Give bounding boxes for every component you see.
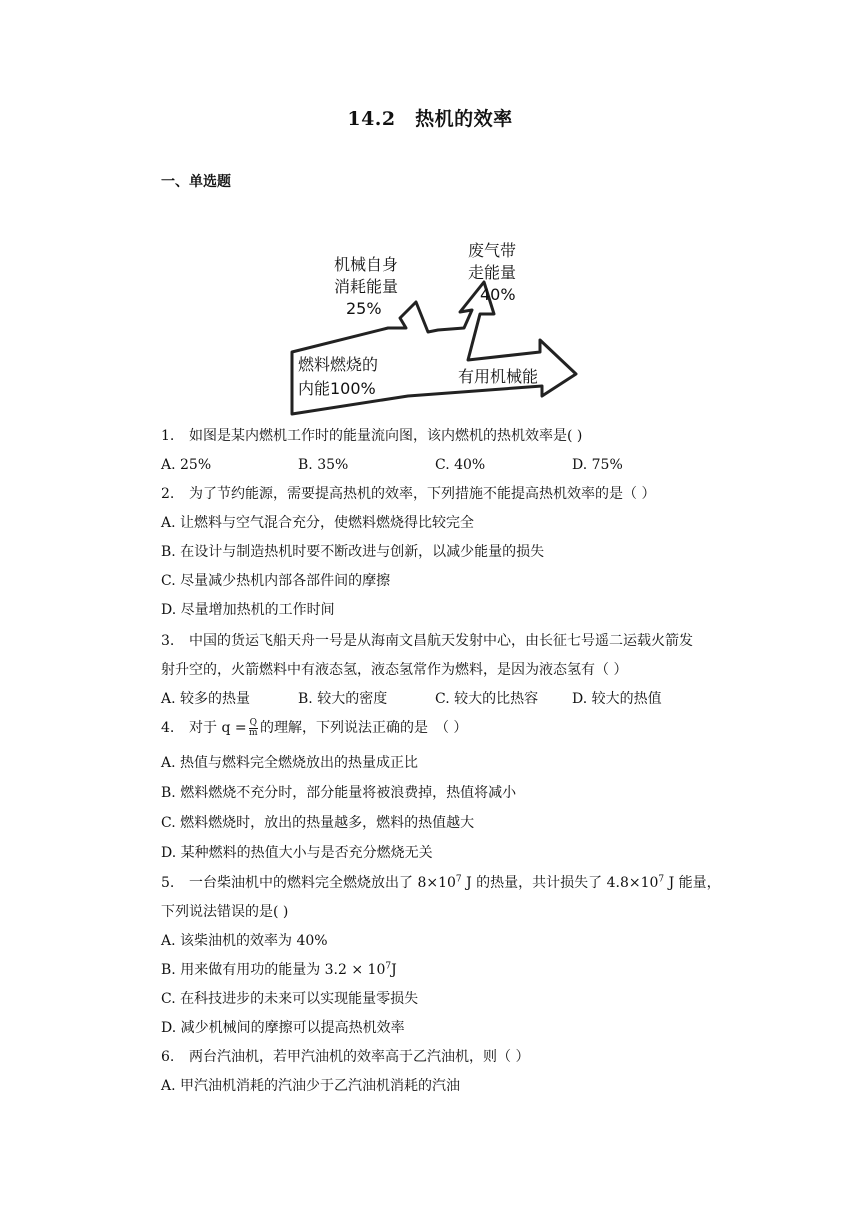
option-b[interactable]: B. 较大的密度 — [298, 691, 388, 707]
waste-label-line1: 废气带 — [468, 241, 517, 260]
question-3-text-continued: 射升空的，火箭燃料中有液态氢，液态氢常作为燃料，是因为液态氢有（ ） — [161, 662, 628, 678]
exponent: 7 — [385, 961, 392, 972]
option-a[interactable]: A. 甲汽油机消耗的汽油少于乙汽油机消耗的汽油 — [161, 1078, 461, 1094]
exponent: 7 — [455, 874, 462, 885]
formula-fraction — [249, 719, 258, 738]
question-number: 1. — [161, 428, 175, 444]
option-c[interactable]: C. 较大的比热容 — [435, 691, 539, 707]
option-d[interactable]: D. 较大的热值 — [572, 691, 662, 707]
page-title: 14.2 热机的效率 — [347, 108, 513, 130]
option-a[interactable]: A. 较多的热量 — [161, 691, 251, 707]
question-number: 5. — [161, 875, 175, 891]
option-b-unit: J — [391, 962, 397, 978]
question-5-text-continued: 下列说法错误的是( ) — [161, 904, 289, 920]
question-number: 2. — [161, 486, 175, 502]
question-text: 为了节约能源，需要提高热机的效率，下列措施不能提高热机效率的是（ ） — [189, 486, 656, 502]
option-c[interactable]: C. 燃料燃烧时，放出的热量越多，燃料的热值越大 — [161, 815, 475, 831]
option-a[interactable]: A. 让燃料与空气混合充分，使燃料燃烧得比较完全 — [161, 515, 475, 531]
question-1 — [161, 426, 582, 446]
question-text: 中国的货运飞船天舟一号是从海南文昌航天发射中心，由长征七号遥二运载火箭发 — [189, 633, 693, 649]
option-d[interactable]: D. 75% — [572, 457, 623, 473]
question-number: 4. — [161, 720, 175, 736]
question-text: J 的热量，共计损失了 4.8×10 — [461, 875, 659, 891]
question-3-options — [161, 689, 662, 709]
option-b[interactable]: B. 在设计与制造热机时要不断改进与创新，以减少能量的损失 — [161, 544, 545, 560]
option-c[interactable]: C. 在科技进步的未来可以实现能量零损失 — [161, 991, 419, 1007]
question-text: 一台柴油机中的燃料完全燃烧放出了 8×10 — [189, 875, 456, 891]
loss-label-line2: 消耗能量 — [334, 277, 399, 296]
option-b-text: B. 用来做有用功的能量为 3.2 × 10 — [161, 962, 386, 978]
option-b[interactable]: B. 燃料燃烧不充分时，部分能量将被浪费掉，热值将减小 — [161, 785, 517, 801]
question-4 — [161, 718, 467, 738]
fraction-numerator: Q — [249, 717, 257, 728]
option-a[interactable]: A. 25% — [161, 457, 212, 473]
input-label-line2: 内能100% — [298, 379, 376, 398]
option-d[interactable]: D. 某种燃料的热值大小与是否充分燃烧无关 — [161, 845, 433, 861]
loss-label-line1: 机械自身 — [334, 255, 399, 274]
question-5 — [161, 873, 721, 893]
option-a[interactable]: A. 热值与燃料完全燃烧放出的热量成正比 — [161, 755, 419, 771]
question-text: J 能量， — [664, 875, 721, 891]
question-number: 3. — [161, 633, 175, 649]
question-text-rest: 的理解，下列说法正确的是 （ ） — [259, 720, 468, 736]
question-text: 对于 q = — [189, 720, 247, 736]
option-a[interactable]: A. 该柴油机的效率为 40% — [161, 933, 328, 949]
waste-label-line3: 40% — [480, 285, 516, 304]
exponent: 7 — [658, 874, 665, 885]
waste-label-line2: 走能量 — [468, 263, 517, 282]
question-6 — [161, 1047, 529, 1067]
question-3 — [161, 631, 693, 651]
option-d[interactable]: D. 减少机械间的摩擦可以提高热机效率 — [161, 1020, 405, 1036]
option-d[interactable]: D. 尽量增加热机的工作时间 — [161, 602, 335, 618]
option-c[interactable]: C. 尽量减少热机内部各部件间的摩擦 — [161, 573, 391, 589]
input-label-line1: 燃料燃烧的 — [298, 355, 379, 374]
option-b[interactable] — [161, 960, 397, 980]
energy-flow-diagram — [288, 236, 584, 418]
question-1-options — [161, 455, 623, 475]
loss-label-line3: 25% — [346, 299, 382, 318]
useful-label: 有用机械能 — [458, 367, 539, 386]
fraction-denominator: m — [249, 727, 258, 738]
section-heading: 一、单选题 — [161, 174, 231, 190]
option-c[interactable]: C. 40% — [435, 457, 486, 473]
option-b[interactable]: B. 35% — [298, 457, 349, 473]
question-text: 如图是某内燃机工作时的能量流向图，该内燃机的热机效率是( ) — [189, 428, 583, 444]
question-text: 两台汽油机，若甲汽油机的效率高于乙汽油机，则（ ） — [189, 1049, 530, 1065]
question-number: 6. — [161, 1049, 175, 1065]
question-2 — [161, 484, 655, 504]
